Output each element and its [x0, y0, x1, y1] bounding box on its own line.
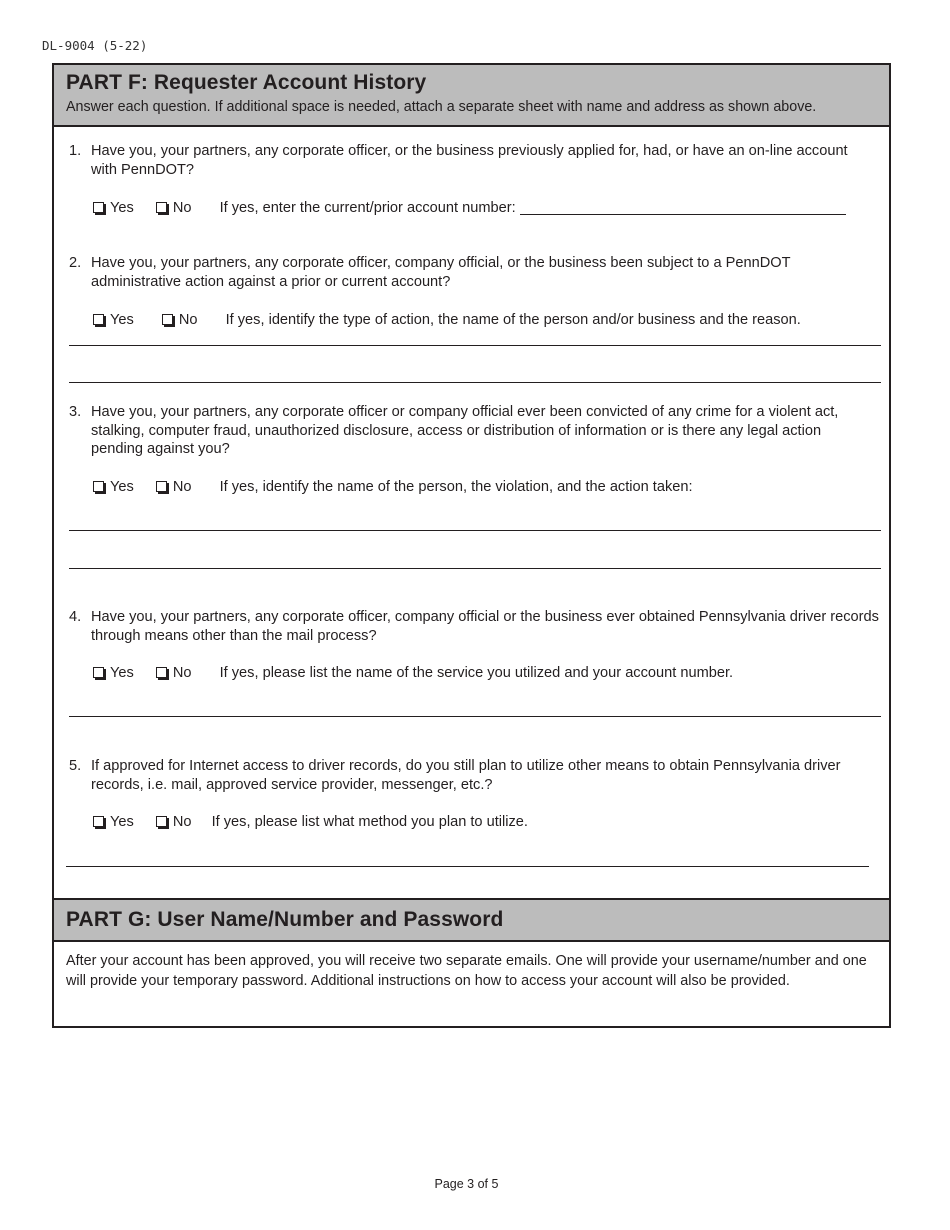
part-f-header [54, 65, 889, 127]
question-1-options [93, 199, 846, 217]
question-3-answer-line-2[interactable] [69, 568, 881, 569]
yes-checkbox[interactable] [93, 816, 104, 827]
question-4-yes-option[interactable]: Yes [93, 664, 134, 682]
question-5-text: If approved for Internet access to driver records, do you still plan to utilize other means to obtain Pennsylvania driver records, i.e. mail, approved service provider, messenger, etc.? [91, 758, 841, 793]
question-1 [69, 142, 869, 179]
question-5-yes-option[interactable]: Yes [93, 813, 134, 831]
question-2-followup: If yes, identify the type of action, the name of the person and/or business and the reason. [225, 312, 801, 328]
page-number: Page 3 of 5 [434, 1177, 499, 1191]
question-1-yes-option[interactable]: Yes [93, 199, 134, 217]
question-4-answer-line[interactable] [69, 716, 881, 717]
part-g-body: After your account has been approved, you will receive two separate emails. One will provide your username/number and one will provide your temporary password. Additional instructions on how to access your account will also be provided. [66, 953, 867, 989]
question-1-number: 1. [69, 143, 82, 159]
part-f-title: PART F: Requester Account History [66, 71, 427, 94]
no-checkbox[interactable] [162, 314, 173, 325]
question-3-yes-option[interactable]: Yes [93, 478, 134, 496]
question-5-options [93, 813, 528, 831]
question-2 [69, 254, 869, 291]
question-3-no-option[interactable]: No [156, 478, 192, 496]
form-id: DL-9004 (5-22) [42, 38, 148, 53]
account-number-field[interactable] [520, 200, 846, 215]
question-4-number: 4. [69, 609, 82, 625]
question-5-number: 5. [69, 758, 82, 774]
question-1-followup: If yes, enter the current/prior account number: [219, 200, 516, 216]
question-1-no-option[interactable]: No [156, 199, 192, 217]
question-2-answer-line-1[interactable] [69, 345, 881, 346]
yes-checkbox[interactable] [93, 481, 104, 492]
question-2-yes-option[interactable]: Yes [93, 311, 134, 329]
question-5-no-option[interactable]: No [156, 813, 192, 831]
question-2-number: 2. [69, 255, 82, 271]
no-checkbox[interactable] [156, 481, 167, 492]
question-4-text: Have you, your partners, any corporate officer, company official or the business ever obtained Pennsylvania driver records through means other than the mail process? [91, 609, 879, 644]
question-4 [69, 608, 889, 645]
question-3 [69, 403, 874, 459]
part-g-title: PART G: User Name/Number and Password [66, 908, 504, 931]
part-f-section [52, 63, 891, 900]
question-5-answer-line[interactable] [66, 866, 869, 867]
question-3-answer-line-1[interactable] [69, 530, 881, 531]
no-checkbox[interactable] [156, 202, 167, 213]
question-3-number: 3. [69, 404, 82, 420]
question-2-options [93, 311, 801, 329]
yes-checkbox[interactable] [93, 667, 104, 678]
yes-checkbox[interactable] [93, 202, 104, 213]
question-4-followup: If yes, please list the name of the service you utilized and your account number. [219, 665, 734, 681]
part-g-section [52, 898, 891, 1028]
no-checkbox[interactable] [156, 667, 167, 678]
question-5-followup: If yes, please list what method you plan to utilize. [211, 814, 528, 830]
yes-checkbox[interactable] [93, 314, 104, 325]
question-4-no-option[interactable]: No [156, 664, 192, 682]
question-2-no-option[interactable]: No [162, 311, 198, 329]
part-g-header [54, 900, 889, 942]
question-4-options [93, 664, 733, 682]
no-checkbox[interactable] [156, 816, 167, 827]
question-3-text: Have you, your partners, any corporate officer or company official ever been convicted of any crime for a violent act, stalking, computer fraud, unauthorized disclosure, access or distribution of information or is there any legal action pending against you? [91, 404, 839, 458]
part-f-instructions: Answer each question. If additional space is needed, attach a separate sheet with name and address as shown above. [66, 99, 817, 115]
question-3-options [93, 478, 693, 496]
question-1-text: Have you, your partners, any corporate officer, or the business previously applied for, had, or have an on-line account with PennDOT? [91, 143, 848, 178]
question-3-followup: If yes, identify the name of the person, the violation, and the action taken: [219, 479, 693, 495]
question-2-answer-line-2[interactable] [69, 382, 881, 383]
question-2-text: Have you, your partners, any corporate officer, company official, or the business been subject to a PennDOT administrative action against a prior or current account? [91, 255, 791, 290]
question-5 [69, 757, 869, 794]
